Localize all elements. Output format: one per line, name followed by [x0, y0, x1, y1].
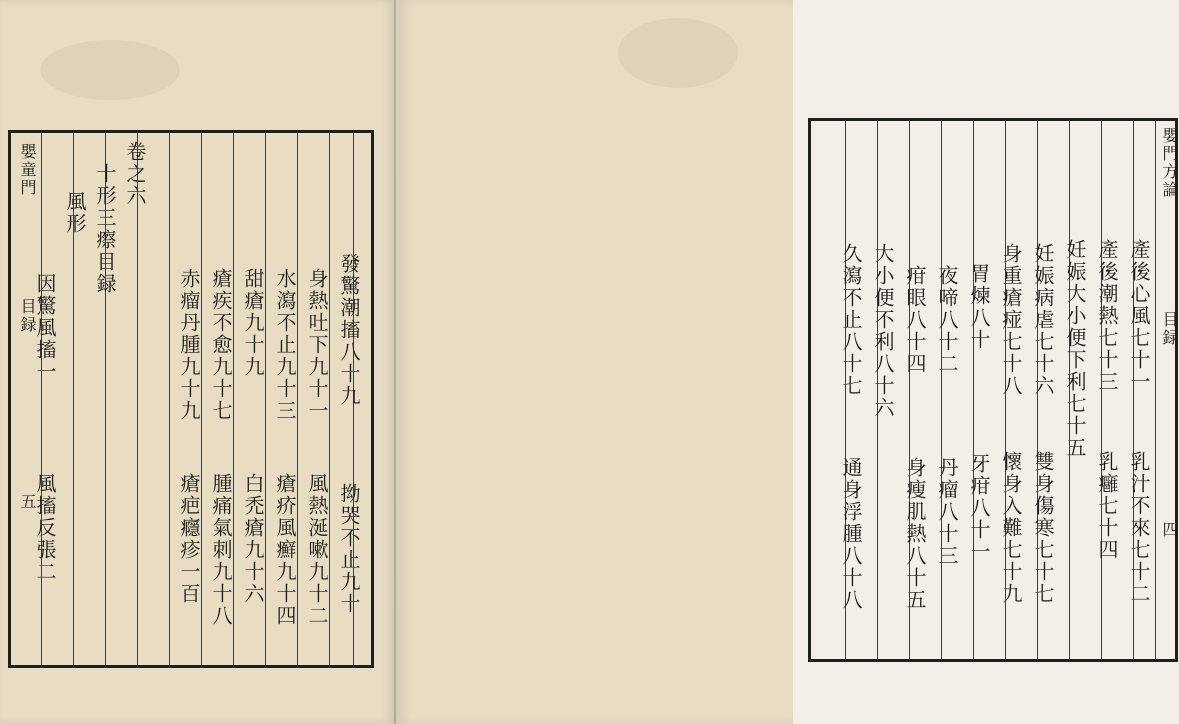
- right-page: [398, 0, 1179, 724]
- left-entry: 甜瘡九十九: [241, 268, 265, 378]
- right-entry: 丹瘤八十三: [935, 457, 959, 567]
- left-entry: 瘡疤癮疹一百: [177, 473, 201, 605]
- right-entry: 久瀉不止八十七: [839, 243, 863, 397]
- right-entry: 通身浮腫八十八: [839, 457, 863, 611]
- right-entry: 牙疳八十一: [967, 453, 991, 563]
- left-page: [0, 0, 396, 724]
- left-entry: 瘡疾不愈九十七: [209, 268, 233, 422]
- column-rule: [297, 133, 298, 665]
- left-text-frame: [8, 130, 374, 668]
- left-entry: 腫痛氣刺九十八: [209, 473, 233, 627]
- column-rule: [973, 121, 974, 659]
- left-margin-section: 目録: [18, 298, 37, 334]
- right-entry: 身瘦肌熱八十五: [903, 457, 927, 611]
- right-margin-section: 目録: [1160, 311, 1179, 347]
- left-entry: 赤瘤丹腫九十九: [177, 268, 201, 422]
- column-rule: [169, 133, 170, 665]
- right-entry: 雙身傷寒七十七: [1031, 451, 1055, 605]
- left-entry: 風熱涎嗽九十二: [305, 473, 329, 627]
- right-entry: 大小便不利八十六: [871, 243, 895, 419]
- left-entry: 因驚風搐一: [33, 273, 57, 383]
- left-margin-title: 嬰童門: [18, 143, 37, 197]
- left-entry: 水瀉不止九十三: [273, 268, 297, 422]
- column-rule: [41, 133, 42, 665]
- paper-stain: [618, 18, 738, 88]
- left-entry: 瘡疥風癬九十四: [273, 473, 297, 627]
- left-col-volume: 卷之六: [123, 141, 147, 207]
- right-entry: 夜啼八十二: [935, 265, 959, 375]
- right-margin-page: 四: [1160, 521, 1179, 539]
- column-rule: [137, 133, 138, 665]
- column-rule: [329, 133, 330, 665]
- right-entry: 身重瘡痖七十八: [999, 243, 1023, 397]
- right-entry: 產後潮熱七十三: [1095, 239, 1119, 393]
- left-col-subheading: 風形: [63, 191, 87, 235]
- column-rule: [265, 133, 266, 665]
- column-rule: [941, 121, 942, 659]
- left-entry: 白禿瘡九十六: [241, 473, 265, 605]
- right-entry: 妊娠病虐七十六: [1031, 243, 1055, 397]
- column-rule: [1155, 121, 1156, 659]
- left-entry: 發驚潮搐八十九: [337, 253, 361, 407]
- right-entry: 產後心風七十一: [1127, 239, 1151, 393]
- right-text-frame: [808, 118, 1178, 662]
- left-entry: 身熱吐下九十一: [305, 268, 329, 422]
- right-entry: 乳汁不來七十二: [1127, 451, 1151, 605]
- paper-stain: [40, 40, 180, 100]
- left-margin-page: 五: [18, 493, 37, 511]
- left-col-heading: 十形三瘵目録: [93, 163, 117, 295]
- column-rule: [201, 133, 202, 665]
- right-entry: 乳癰七十四: [1095, 451, 1119, 561]
- right-entry: 妊娠大小便下利七十五: [1063, 239, 1087, 459]
- right-entry: 胃煉八十: [967, 263, 991, 351]
- left-entry: 風搐反張二: [33, 473, 57, 583]
- left-entry: 拗哭不止九十: [337, 483, 361, 615]
- column-rule: [233, 133, 234, 665]
- right-entry: 疳眼八十四: [903, 265, 927, 375]
- right-margin-title: 嬰門方論: [1160, 127, 1179, 199]
- right-entry: 懷身入難七十九: [999, 451, 1023, 605]
